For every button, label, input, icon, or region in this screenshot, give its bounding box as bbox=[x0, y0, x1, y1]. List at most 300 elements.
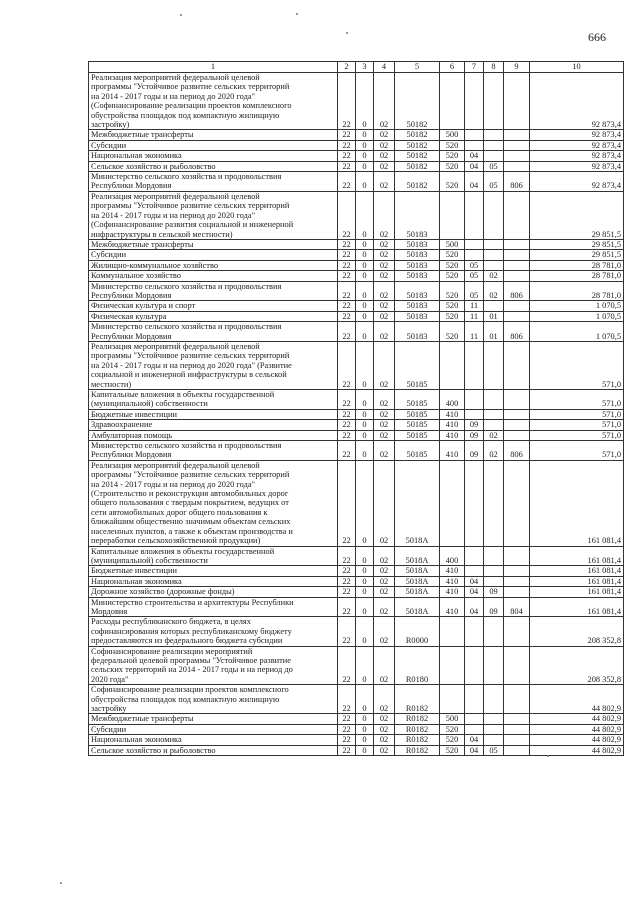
row-cell-c4: 02 bbox=[374, 260, 395, 270]
row-cell-c5: 5018А bbox=[395, 587, 440, 597]
row-cell-c2: 22 bbox=[338, 281, 356, 301]
row-cell-c5: R0182 bbox=[395, 745, 440, 755]
row-cell-c4: 02 bbox=[374, 617, 395, 646]
table-row bbox=[89, 460, 624, 546]
row-cell-c9 bbox=[504, 714, 530, 724]
row-cell-c9 bbox=[504, 685, 530, 714]
table-row bbox=[89, 441, 624, 461]
row-cell-c6: 520 bbox=[440, 260, 465, 270]
row-cell-c5: R0182 bbox=[395, 685, 440, 714]
row-cell-c9 bbox=[504, 460, 530, 546]
table-row bbox=[89, 576, 624, 586]
row-cell-c6 bbox=[440, 685, 465, 714]
table-header-row bbox=[89, 62, 624, 73]
row-cell-c7: 05 bbox=[465, 271, 484, 281]
row-cell-c6: 500 bbox=[440, 239, 465, 249]
header-col-1: 1 bbox=[89, 62, 338, 73]
row-cell-c7 bbox=[465, 191, 484, 239]
row-cell-c7 bbox=[465, 566, 484, 576]
row-cell-c2: 22 bbox=[338, 587, 356, 597]
row-cell-c3: 0 bbox=[356, 250, 374, 260]
row-cell-c5: 50185 bbox=[395, 390, 440, 410]
row-cell-c10: 1 070,5 bbox=[530, 311, 624, 321]
row-cell-c10: 161 081,4 bbox=[530, 587, 624, 597]
row-cell-c8: 09 bbox=[484, 587, 504, 597]
row-cell-c5: R0182 bbox=[395, 714, 440, 724]
row-cell-c9: 806 bbox=[504, 441, 530, 461]
row-cell-c4: 02 bbox=[374, 409, 395, 419]
table-row bbox=[89, 151, 624, 161]
row-cell-c3: 0 bbox=[356, 271, 374, 281]
table-row bbox=[89, 420, 624, 430]
row-cell-c6: 520 bbox=[440, 151, 465, 161]
row-cell-c6: 410 bbox=[440, 566, 465, 576]
row-cell-c10: 571,0 bbox=[530, 409, 624, 419]
row-cell-c2: 22 bbox=[338, 250, 356, 260]
row-description: Коммунальное хозяйство bbox=[89, 271, 338, 281]
row-description: Реализация мероприятий федеральной целевой программы "Устойчивое развитие сельских территорий на 2014 - 2017 годы и на период до 2020 года" (Софинансирование развития социальной и инженерной инфраструктуры в сельской местности) bbox=[89, 191, 338, 239]
row-description: Национальная экономика bbox=[89, 576, 338, 586]
row-cell-c10: 92 873,4 bbox=[530, 140, 624, 150]
row-cell-c9 bbox=[504, 130, 530, 140]
row-cell-c7: 05 bbox=[465, 281, 484, 301]
row-cell-c2: 22 bbox=[338, 73, 356, 130]
row-cell-c6: 410 bbox=[440, 597, 465, 617]
row-cell-c9 bbox=[504, 250, 530, 260]
row-cell-c9 bbox=[504, 239, 530, 249]
row-description: Субсидии bbox=[89, 724, 338, 734]
row-cell-c3: 0 bbox=[356, 714, 374, 724]
row-cell-c8 bbox=[484, 260, 504, 270]
row-cell-c6: 520 bbox=[440, 735, 465, 745]
row-cell-c7 bbox=[465, 646, 484, 685]
table-row bbox=[89, 587, 624, 597]
row-cell-c5: R0180 bbox=[395, 646, 440, 685]
row-cell-c7: 04 bbox=[465, 172, 484, 192]
row-cell-c6: 500 bbox=[440, 130, 465, 140]
row-cell-c8 bbox=[484, 250, 504, 260]
row-cell-c3: 0 bbox=[356, 546, 374, 566]
row-cell-c6: 410 bbox=[440, 409, 465, 419]
row-cell-c6 bbox=[440, 191, 465, 239]
row-cell-c2: 22 bbox=[338, 311, 356, 321]
row-cell-c6 bbox=[440, 73, 465, 130]
row-cell-c6 bbox=[440, 617, 465, 646]
row-description: Бюджетные инвестиции bbox=[89, 409, 338, 419]
row-cell-c2: 22 bbox=[338, 409, 356, 419]
row-cell-c7 bbox=[465, 140, 484, 150]
page-number: 666 bbox=[588, 30, 606, 44]
row-cell-c4: 02 bbox=[374, 73, 395, 130]
row-description: Реализация мероприятий федеральной целевой программы "Устойчивое развитие сельских территорий на 2014 - 2017 годы и на период до 2020 года" (Строительство и реконструкция автомобильных дорог общего пользования с твердым покрытием, ведущих от сети автомобильных дорог общего пользования к ближайшим общественно значимым объектам сельских населенных пунктов, а также к объектам производства и переработки сельскохозяйственной продукции) bbox=[89, 460, 338, 546]
row-cell-c7: 04 bbox=[465, 745, 484, 755]
row-cell-c10: 29 851,5 bbox=[530, 191, 624, 239]
row-cell-c4: 02 bbox=[374, 646, 395, 685]
row-cell-c10: 92 873,4 bbox=[530, 172, 624, 192]
row-cell-c10: 28 781,0 bbox=[530, 271, 624, 281]
row-cell-c6: 520 bbox=[440, 161, 465, 171]
row-cell-c7 bbox=[465, 724, 484, 734]
row-cell-c4: 02 bbox=[374, 130, 395, 140]
row-cell-c6: 400 bbox=[440, 546, 465, 566]
row-cell-c4: 02 bbox=[374, 140, 395, 150]
row-cell-c10: 92 873,4 bbox=[530, 130, 624, 140]
scan-speck bbox=[296, 13, 298, 15]
row-cell-c3: 0 bbox=[356, 724, 374, 734]
row-cell-c4: 02 bbox=[374, 735, 395, 745]
table-row bbox=[89, 322, 624, 342]
row-cell-c5: 50182 bbox=[395, 140, 440, 150]
row-cell-c8 bbox=[484, 685, 504, 714]
row-cell-c9: 806 bbox=[504, 172, 530, 192]
scan-speck bbox=[60, 882, 62, 884]
row-cell-c10: 1 070,5 bbox=[530, 301, 624, 311]
row-cell-c2: 22 bbox=[338, 322, 356, 342]
row-cell-c5: 50183 bbox=[395, 311, 440, 321]
table-row bbox=[89, 271, 624, 281]
row-cell-c5: 5018А bbox=[395, 597, 440, 617]
row-description: Софинансирование реализации мероприятий федеральной целевой программы "Устойчивое развитие сельских территорий на 2014 - 2017 годы и на период до 2020 года" bbox=[89, 646, 338, 685]
row-cell-c9 bbox=[504, 311, 530, 321]
row-cell-c8: 02 bbox=[484, 441, 504, 461]
row-cell-c3: 0 bbox=[356, 685, 374, 714]
row-description: Амбулаторная помощь bbox=[89, 430, 338, 440]
table-row bbox=[89, 260, 624, 270]
row-cell-c7: 11 bbox=[465, 311, 484, 321]
row-cell-c4: 02 bbox=[374, 191, 395, 239]
row-cell-c4: 02 bbox=[374, 420, 395, 430]
table-row bbox=[89, 311, 624, 321]
row-cell-c3: 0 bbox=[356, 409, 374, 419]
row-description: Министерство сельского хозяйства и продовольствия Республики Мордовия bbox=[89, 441, 338, 461]
row-cell-c10: 208 352,8 bbox=[530, 646, 624, 685]
row-cell-c7 bbox=[465, 546, 484, 566]
row-cell-c8: 01 bbox=[484, 322, 504, 342]
row-cell-c10: 29 851,5 bbox=[530, 239, 624, 249]
row-cell-c3: 0 bbox=[356, 191, 374, 239]
row-cell-c2: 22 bbox=[338, 191, 356, 239]
row-cell-c10: 571,0 bbox=[530, 390, 624, 410]
row-cell-c5: 50183 bbox=[395, 281, 440, 301]
row-cell-c4: 02 bbox=[374, 714, 395, 724]
row-description: Реализация мероприятий федеральной целевой программы "Устойчивое развитие сельских территорий на 2014 - 2017 годы и на период до 2020 года" (Софинансирование реализации проектов комплексного обустройства площадок под компактную жилищную застройку) bbox=[89, 73, 338, 130]
row-cell-c5: 5018А bbox=[395, 460, 440, 546]
row-cell-c7 bbox=[465, 617, 484, 646]
row-cell-c8: 09 bbox=[484, 597, 504, 617]
table-row bbox=[89, 191, 624, 239]
row-cell-c2: 22 bbox=[338, 566, 356, 576]
row-cell-c6: 400 bbox=[440, 390, 465, 410]
row-cell-c7: 04 bbox=[465, 151, 484, 161]
row-cell-c7: 04 bbox=[465, 161, 484, 171]
row-cell-c3: 0 bbox=[356, 745, 374, 755]
header-col-8: 8 bbox=[484, 62, 504, 73]
row-cell-c5: 50185 bbox=[395, 420, 440, 430]
table-row bbox=[89, 546, 624, 566]
row-cell-c8 bbox=[484, 735, 504, 745]
row-cell-c2: 22 bbox=[338, 140, 356, 150]
row-cell-c9 bbox=[504, 140, 530, 150]
row-cell-c3: 0 bbox=[356, 130, 374, 140]
row-cell-c7 bbox=[465, 685, 484, 714]
row-description: Министерство сельского хозяйства и продовольствия Республики Мордовия bbox=[89, 172, 338, 192]
row-cell-c10: 161 081,4 bbox=[530, 460, 624, 546]
row-description: Национальная экономика bbox=[89, 735, 338, 745]
row-cell-c9 bbox=[504, 724, 530, 734]
row-cell-c6: 410 bbox=[440, 576, 465, 586]
row-cell-c9 bbox=[504, 430, 530, 440]
row-cell-c9 bbox=[504, 617, 530, 646]
row-cell-c5: 5018А bbox=[395, 546, 440, 566]
row-cell-c10: 161 081,4 bbox=[530, 546, 624, 566]
row-description: Жилищно-коммунальное хозяйство bbox=[89, 260, 338, 270]
row-cell-c7: 11 bbox=[465, 322, 484, 342]
row-cell-c4: 02 bbox=[374, 441, 395, 461]
row-cell-c10: 571,0 bbox=[530, 420, 624, 430]
row-description: Сельское хозяйство и рыболовство bbox=[89, 161, 338, 171]
row-cell-c9 bbox=[504, 341, 530, 389]
table-body bbox=[89, 73, 624, 756]
table-row bbox=[89, 161, 624, 171]
row-cell-c9: 806 bbox=[504, 281, 530, 301]
row-cell-c9 bbox=[504, 301, 530, 311]
row-cell-c3: 0 bbox=[356, 161, 374, 171]
row-cell-c3: 0 bbox=[356, 646, 374, 685]
row-cell-c3: 0 bbox=[356, 390, 374, 410]
header-col-2: 2 bbox=[338, 62, 356, 73]
row-cell-c6: 520 bbox=[440, 724, 465, 734]
row-cell-c8 bbox=[484, 617, 504, 646]
table-row bbox=[89, 646, 624, 685]
row-cell-c4: 02 bbox=[374, 341, 395, 389]
row-cell-c8 bbox=[484, 301, 504, 311]
row-cell-c4: 02 bbox=[374, 685, 395, 714]
row-cell-c3: 0 bbox=[356, 420, 374, 430]
row-cell-c2: 22 bbox=[338, 597, 356, 617]
row-cell-c10: 161 081,4 bbox=[530, 597, 624, 617]
row-cell-c8: 02 bbox=[484, 430, 504, 440]
row-cell-c6: 520 bbox=[440, 271, 465, 281]
row-cell-c2: 22 bbox=[338, 420, 356, 430]
row-cell-c3: 0 bbox=[356, 73, 374, 130]
scan-speck bbox=[180, 14, 182, 16]
row-cell-c8 bbox=[484, 409, 504, 419]
table-row bbox=[89, 617, 624, 646]
row-cell-c7 bbox=[465, 73, 484, 130]
table-row bbox=[89, 597, 624, 617]
row-cell-c9 bbox=[504, 587, 530, 597]
row-cell-c5: 50182 bbox=[395, 151, 440, 161]
row-cell-c6: 410 bbox=[440, 430, 465, 440]
row-cell-c9 bbox=[504, 566, 530, 576]
row-cell-c7: 09 bbox=[465, 420, 484, 430]
row-cell-c8 bbox=[484, 724, 504, 734]
row-cell-c7 bbox=[465, 250, 484, 260]
row-description: Капитальные вложения в объекты государственной (муниципальной) собственности bbox=[89, 390, 338, 410]
row-cell-c4: 02 bbox=[374, 239, 395, 249]
row-cell-c9 bbox=[504, 745, 530, 755]
row-cell-c3: 0 bbox=[356, 460, 374, 546]
row-cell-c3: 0 bbox=[356, 322, 374, 342]
row-cell-c6: 500 bbox=[440, 714, 465, 724]
row-description: Реализация мероприятий федеральной целевой программы "Устойчивое развитие сельских территорий на 2014 - 2017 годы и на период до 2020 года" (Развитие социальной и инженерной инфраструктуры в сельской местности) bbox=[89, 341, 338, 389]
row-cell-c3: 0 bbox=[356, 281, 374, 301]
row-cell-c3: 0 bbox=[356, 566, 374, 576]
row-cell-c2: 22 bbox=[338, 301, 356, 311]
table-row bbox=[89, 409, 624, 419]
scan-speck bbox=[346, 32, 348, 34]
row-cell-c9 bbox=[504, 390, 530, 410]
row-cell-c4: 02 bbox=[374, 724, 395, 734]
row-cell-c3: 0 bbox=[356, 140, 374, 150]
row-cell-c7 bbox=[465, 341, 484, 389]
row-description: Межбюджетные трансферты bbox=[89, 714, 338, 724]
row-cell-c4: 02 bbox=[374, 301, 395, 311]
row-cell-c8 bbox=[484, 191, 504, 239]
row-description: Сельское хозяйство и рыболовство bbox=[89, 745, 338, 755]
row-cell-c6: 520 bbox=[440, 745, 465, 755]
row-cell-c9 bbox=[504, 271, 530, 281]
row-cell-c9 bbox=[504, 161, 530, 171]
row-cell-c9: 804 bbox=[504, 597, 530, 617]
row-cell-c9 bbox=[504, 151, 530, 161]
row-cell-c5: 50185 bbox=[395, 341, 440, 389]
row-cell-c4: 02 bbox=[374, 430, 395, 440]
table-row bbox=[89, 566, 624, 576]
row-cell-c4: 02 bbox=[374, 390, 395, 410]
header-col-5: 5 bbox=[395, 62, 440, 73]
row-cell-c8 bbox=[484, 546, 504, 566]
row-cell-c10: 1 070,5 bbox=[530, 322, 624, 342]
row-description: Капитальные вложения в объекты государственной (муниципальной) собственности bbox=[89, 546, 338, 566]
row-cell-c4: 02 bbox=[374, 281, 395, 301]
row-cell-c6: 520 bbox=[440, 322, 465, 342]
table-row bbox=[89, 390, 624, 410]
row-description: Дорожное хозяйство (дорожные фонды) bbox=[89, 587, 338, 597]
table-row bbox=[89, 130, 624, 140]
row-cell-c2: 22 bbox=[338, 239, 356, 249]
row-cell-c7: 04 bbox=[465, 587, 484, 597]
row-cell-c7 bbox=[465, 714, 484, 724]
row-cell-c8 bbox=[484, 714, 504, 724]
row-cell-c8 bbox=[484, 130, 504, 140]
row-cell-c5: 50185 bbox=[395, 409, 440, 419]
row-description: Физическая культура и спорт bbox=[89, 301, 338, 311]
row-description: Субсидии bbox=[89, 140, 338, 150]
row-cell-c9 bbox=[504, 260, 530, 270]
row-cell-c6 bbox=[440, 646, 465, 685]
row-cell-c10: 44 802,9 bbox=[530, 714, 624, 724]
row-cell-c9 bbox=[504, 191, 530, 239]
row-cell-c8 bbox=[484, 646, 504, 685]
row-cell-c10: 208 352,8 bbox=[530, 617, 624, 646]
row-cell-c6: 520 bbox=[440, 250, 465, 260]
row-cell-c8 bbox=[484, 576, 504, 586]
row-cell-c2: 22 bbox=[338, 151, 356, 161]
row-description: Бюджетные инвестиции bbox=[89, 566, 338, 576]
row-cell-c10: 44 802,9 bbox=[530, 745, 624, 755]
row-cell-c7 bbox=[465, 239, 484, 249]
row-cell-c10: 44 802,9 bbox=[530, 735, 624, 745]
row-cell-c4: 02 bbox=[374, 546, 395, 566]
row-cell-c8 bbox=[484, 460, 504, 546]
row-cell-c10: 44 802,9 bbox=[530, 724, 624, 734]
row-cell-c8: 05 bbox=[484, 161, 504, 171]
row-cell-c9 bbox=[504, 409, 530, 419]
row-cell-c8: 02 bbox=[484, 271, 504, 281]
row-cell-c5: R0182 bbox=[395, 735, 440, 745]
row-cell-c5: 50185 bbox=[395, 430, 440, 440]
table-row bbox=[89, 140, 624, 150]
row-cell-c10: 28 781,0 bbox=[530, 260, 624, 270]
row-cell-c8: 05 bbox=[484, 745, 504, 755]
row-cell-c5: 5018А bbox=[395, 576, 440, 586]
header-col-9: 9 bbox=[504, 62, 530, 73]
table-row bbox=[89, 239, 624, 249]
row-cell-c8 bbox=[484, 420, 504, 430]
row-cell-c3: 0 bbox=[356, 341, 374, 389]
row-cell-c9 bbox=[504, 646, 530, 685]
table-row bbox=[89, 430, 624, 440]
row-cell-c8 bbox=[484, 341, 504, 389]
row-cell-c5: 50185 bbox=[395, 441, 440, 461]
row-cell-c7: 05 bbox=[465, 260, 484, 270]
row-description: Софинансирование реализации проектов комплексного обустройства площадок под компактную жилищную застройку bbox=[89, 685, 338, 714]
row-cell-c2: 22 bbox=[338, 260, 356, 270]
row-cell-c8: 05 bbox=[484, 172, 504, 192]
row-cell-c2: 22 bbox=[338, 390, 356, 410]
row-cell-c3: 0 bbox=[356, 260, 374, 270]
row-cell-c2: 22 bbox=[338, 460, 356, 546]
row-cell-c4: 02 bbox=[374, 576, 395, 586]
row-cell-c3: 0 bbox=[356, 576, 374, 586]
row-description: Физическая культура bbox=[89, 311, 338, 321]
row-cell-c5: 50183 bbox=[395, 301, 440, 311]
row-cell-c10: 29 851,5 bbox=[530, 250, 624, 260]
header-col-3: 3 bbox=[356, 62, 374, 73]
row-cell-c5: 50183 bbox=[395, 322, 440, 342]
row-cell-c4: 02 bbox=[374, 271, 395, 281]
row-cell-c2: 22 bbox=[338, 576, 356, 586]
row-cell-c10: 571,0 bbox=[530, 341, 624, 389]
row-cell-c2: 22 bbox=[338, 617, 356, 646]
row-cell-c10: 92 873,4 bbox=[530, 161, 624, 171]
table-row bbox=[89, 250, 624, 260]
row-cell-c5: 50183 bbox=[395, 260, 440, 270]
row-cell-c8 bbox=[484, 239, 504, 249]
row-cell-c2: 22 bbox=[338, 341, 356, 389]
row-cell-c8 bbox=[484, 151, 504, 161]
row-cell-c8 bbox=[484, 390, 504, 410]
row-cell-c5: 50183 bbox=[395, 191, 440, 239]
row-cell-c3: 0 bbox=[356, 597, 374, 617]
row-cell-c10: 28 781,0 bbox=[530, 281, 624, 301]
row-cell-c10: 571,0 bbox=[530, 441, 624, 461]
row-cell-c6: 520 bbox=[440, 311, 465, 321]
row-cell-c4: 02 bbox=[374, 151, 395, 161]
row-cell-c3: 0 bbox=[356, 617, 374, 646]
row-cell-c5: R0000 bbox=[395, 617, 440, 646]
row-cell-c6: 410 bbox=[440, 441, 465, 461]
row-description: Национальная экономика bbox=[89, 151, 338, 161]
row-cell-c7: 11 bbox=[465, 301, 484, 311]
row-cell-c10: 92 873,4 bbox=[530, 151, 624, 161]
row-cell-c4: 02 bbox=[374, 566, 395, 576]
row-cell-c9 bbox=[504, 546, 530, 566]
row-description: Здравоохранение bbox=[89, 420, 338, 430]
row-cell-c8: 02 bbox=[484, 281, 504, 301]
row-cell-c8: 01 bbox=[484, 311, 504, 321]
